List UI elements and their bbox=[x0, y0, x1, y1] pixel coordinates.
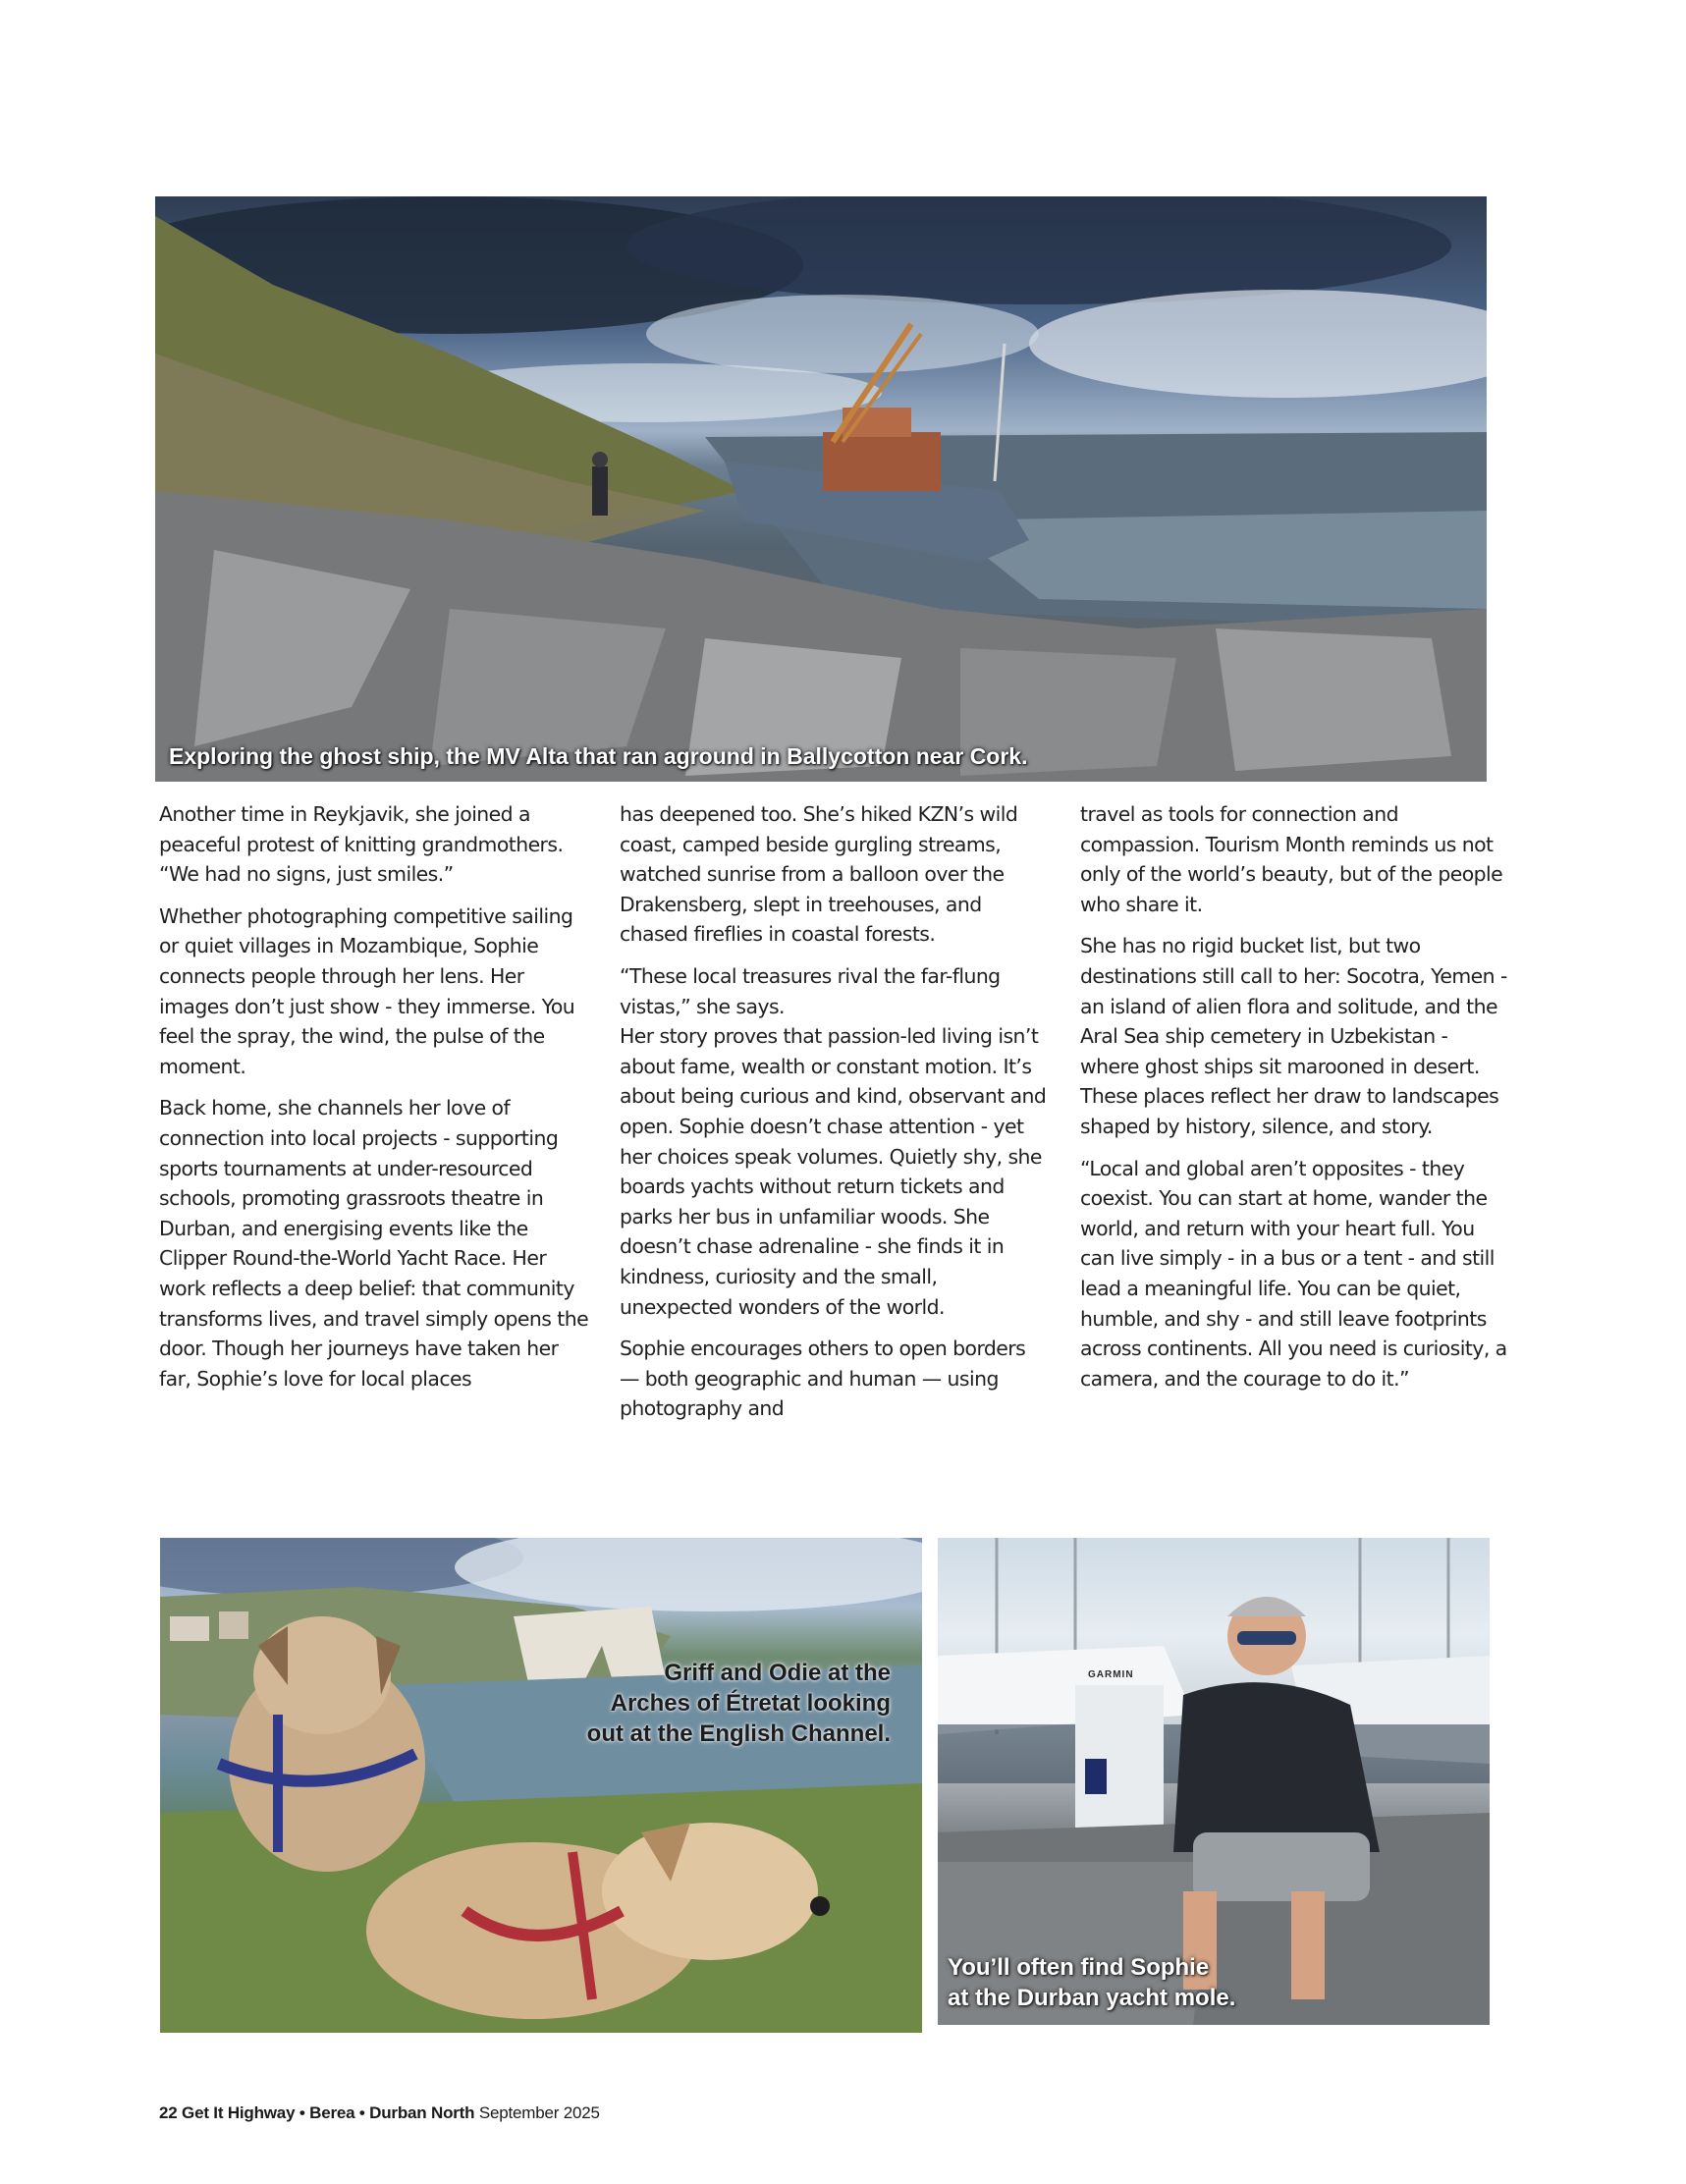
publication-name: Get It Highway • Berea • Durban North bbox=[182, 2103, 475, 2122]
article-column-3 bbox=[1080, 799, 1510, 1393]
page-number: 22 bbox=[159, 2103, 178, 2122]
sophie-photo bbox=[938, 1538, 1490, 2025]
page-footer bbox=[159, 2103, 600, 2123]
paragraph: Another time in Reykjavik, she joined a peaceful protest of knitting grandmothers. “We had no signs, just smiles.” bbox=[159, 802, 564, 887]
paragraph: Her story proves that passion-led living isn’t about fame, wealth or constant motion. It’s about being curious and kind, observant and open. Sophie doesn’t chase attention - yet her choices speak volumes. Quietly shy, she boards yachts without return tickets and parks her bus in unfamiliar woods. She doesn’t chase adrenaline - she finds it in kindness, curiosity and the small, unexpected wonders of the world. bbox=[620, 1024, 1047, 1319]
paragraph: Sophie encourages others to open borders — both geographic and human — using photography and bbox=[620, 1337, 1026, 1421]
issue-date: September 2025 bbox=[478, 2103, 600, 2122]
boat-brand-label: GARMIN bbox=[1088, 1669, 1134, 1680]
sophie-caption bbox=[948, 1952, 1235, 2013]
article-column-2 bbox=[620, 799, 1050, 1424]
shipwreck-illustration bbox=[155, 196, 1487, 782]
paragraph: travel as tools for connection and compassion. Tourism Month reminds us not only of the world’s beauty, but of the people who share it. bbox=[1080, 802, 1503, 916]
hero-photo bbox=[155, 196, 1487, 782]
caption-line: out at the English Channel. bbox=[586, 1720, 891, 1747]
paragraph: “These local treasures rival the far-flung vistas,” she says. bbox=[620, 963, 1001, 1018]
paragraph: She has no rigid bucket list, but two destinations still call to her: Socotra, Yemen - an island of alien flora and solitude, and the Aral Sea ship cemetery in Uzbekistan - where ghost ships sit marooned in desert. These places reflect her draw to landscapes shaped by history, silence, and story. bbox=[1080, 934, 1507, 1138]
paragraph: has deepened too. She’s hiked KZN’s wild coast, camped beside gurgling streams, watched sunrise from a balloon over the Drakensberg, slept in treehouses, and chased fireflies in coastal forests. bbox=[620, 802, 1018, 947]
paragraph: Whether photographing competitive sailing or quiet villages in Mozambique, Sophie connects people through her lens. Her images don’t just show - they immerse. You feel the spray, the wind, the pulse of the moment. bbox=[159, 903, 575, 1078]
dogs-caption bbox=[587, 1658, 891, 1749]
article-column-1 bbox=[159, 799, 589, 1393]
caption-line: You’ll often find Sophie bbox=[948, 1954, 1210, 1981]
caption-line: at the Durban yacht mole. bbox=[948, 1985, 1236, 2011]
caption-line: Arches of Étretat looking bbox=[610, 1690, 891, 1717]
paragraph: “Local and global aren’t opposites - they coexist. You can start at home, wander the world, and return with your heart full. You can live simply - in a bus or a tent - and still lead a meaningful life. You can be quiet, humble, and shy - and still leave footprints across continents. All you need is curiosity, a camera, and the courage to do it.” bbox=[1080, 1156, 1507, 1391]
caption-line: Griff and Odie at the bbox=[664, 1660, 891, 1686]
hero-caption: Exploring the ghost ship, the MV Alta that ran aground in Ballycotton near Cork. bbox=[169, 743, 1028, 769]
paragraph: Back home, she channels her love of connection into local projects - supporting sports tournaments at under-resourced schools, promoting grassroots theatre in Durban, and energising events like the Clipper Round-the-World Yacht Race. Her work reflects a deep belief: that community transforms lives, and travel simply opens the door. Though her journeys have taken her far, Sophie’s love for local places bbox=[159, 1096, 589, 1391]
dogs-illustration bbox=[160, 1538, 922, 2033]
dogs-photo bbox=[160, 1538, 922, 2033]
